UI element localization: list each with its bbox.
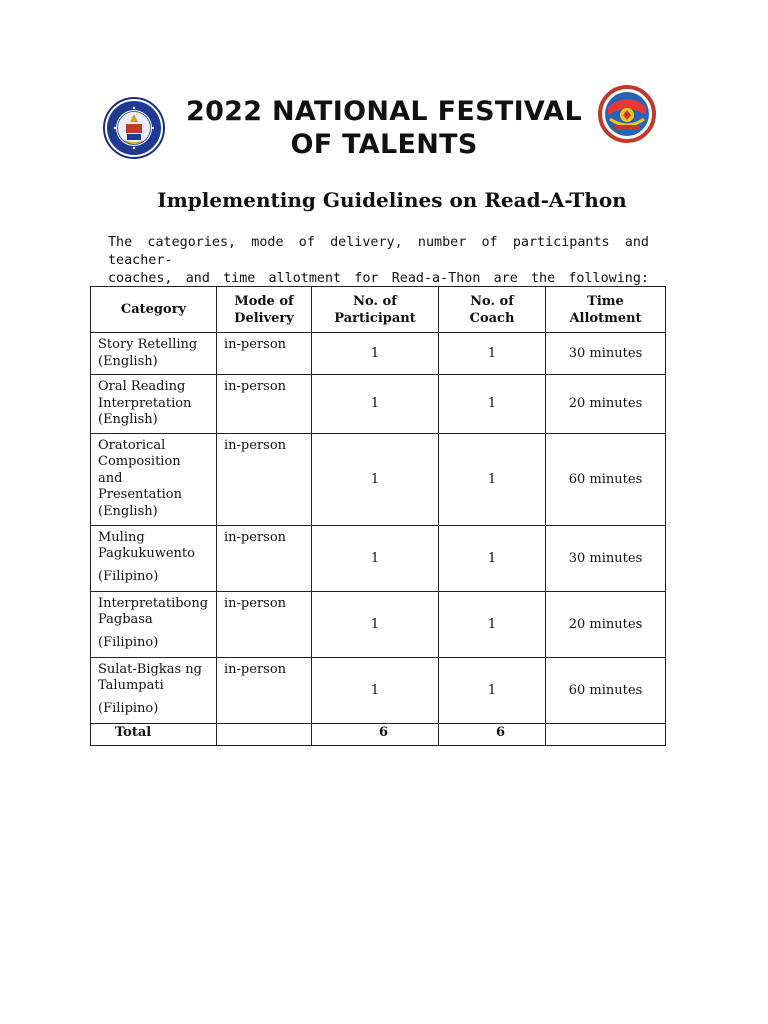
total-participants: 6 xyxy=(312,723,439,745)
participants-cell: 1 xyxy=(312,333,439,375)
total-mode-cell xyxy=(217,723,312,745)
mode-cell: in-person xyxy=(217,657,312,723)
category-cell: Muling Pagkukuwento (Filipino) xyxy=(91,525,217,591)
table-header-row xyxy=(91,287,666,333)
table-row xyxy=(91,333,666,375)
category-cell: Sulat-Bigkas ng Talumpati (Filipino) xyxy=(91,657,217,723)
table-row xyxy=(91,433,666,525)
header-mode: Mode of Delivery xyxy=(217,287,312,333)
time-cell: 20 minutes xyxy=(546,591,666,657)
category-cell: Oral Reading Interpretation (English) xyxy=(91,375,217,434)
time-cell: 60 minutes xyxy=(546,657,666,723)
total-coaches: 6 xyxy=(439,723,546,745)
page-title xyxy=(0,95,768,161)
mode-cell: in-person xyxy=(217,375,312,434)
header-participant: No. of Participant xyxy=(312,287,439,333)
time-cell: 20 minutes xyxy=(546,375,666,434)
title-line-2: OF TALENTS xyxy=(290,129,478,160)
category-cell: Oratorical Composition and Presentation (English) xyxy=(91,433,217,525)
header-coach: No. of Coach xyxy=(439,287,546,333)
page-subtitle: Implementing Guidelines on Read-A-Thon xyxy=(157,188,627,212)
intro-paragraph xyxy=(108,234,649,288)
time-cell: 30 minutes xyxy=(546,333,666,375)
time-cell: 60 minutes xyxy=(546,433,666,525)
guidelines-table xyxy=(90,286,666,746)
coaches-cell: 1 xyxy=(439,525,546,591)
title-line-1: 2022 NATIONAL FESTIVAL xyxy=(185,96,583,127)
total-label: Total xyxy=(91,723,217,745)
participants-cell: 1 xyxy=(312,657,439,723)
mode-cell: in-person xyxy=(217,433,312,525)
time-cell: 30 minutes xyxy=(546,525,666,591)
coaches-cell: 1 xyxy=(439,433,546,525)
header-category: Category xyxy=(91,287,217,333)
table-row xyxy=(91,375,666,434)
header-time: Time Allotment xyxy=(546,287,666,333)
category-cell: Interpretatibong Pagbasa (Filipino) xyxy=(91,591,217,657)
participants-cell: 1 xyxy=(312,375,439,434)
coaches-cell: 1 xyxy=(439,333,546,375)
participants-cell: 1 xyxy=(312,525,439,591)
participants-cell: 1 xyxy=(312,433,439,525)
category-cell: Story Retelling (English) xyxy=(91,333,217,375)
table-row xyxy=(91,657,666,723)
mode-cell: in-person xyxy=(217,525,312,591)
mode-cell: in-person xyxy=(217,333,312,375)
total-row xyxy=(91,723,666,745)
intro-line-2: coaches, and time allotment for Read-a-Thon are the following: xyxy=(108,271,649,286)
participants-cell: 1 xyxy=(312,591,439,657)
total-time-cell xyxy=(546,723,666,745)
table-row xyxy=(91,591,666,657)
coaches-cell: 1 xyxy=(439,591,546,657)
coaches-cell: 1 xyxy=(439,657,546,723)
intro-line-1: The categories, mode of delivery, number of participants and teacher- xyxy=(108,235,649,268)
coaches-cell: 1 xyxy=(439,375,546,434)
table-row xyxy=(91,525,666,591)
mode-cell: in-person xyxy=(217,591,312,657)
